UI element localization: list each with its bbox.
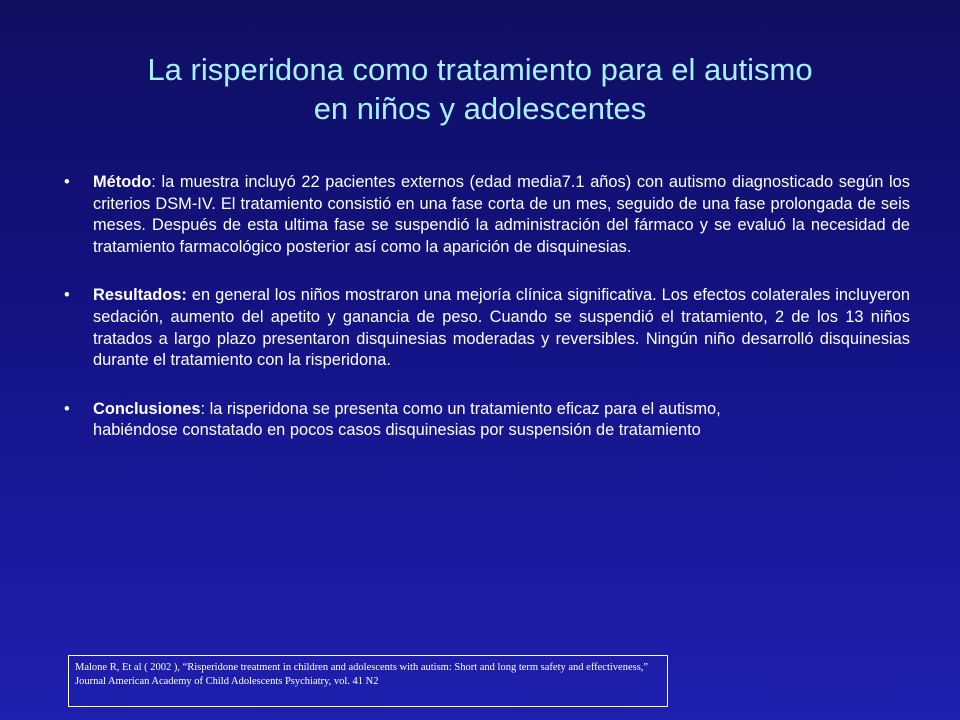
citation-box: Malone R, Et al ( 2002 ), “Risperidone treatment in children and adolescents with autism: Short and long term safety and effectiveness,” Journal American Academy of Child Adolescents Psychiatry, vol. 41 N2 xyxy=(68,655,668,707)
slide-title xyxy=(60,50,900,128)
bullet-text: : la risperidona se presenta como un tratamiento eficaz para el autismo, habiéndose constatado en pocos casos disquinesias por suspensión de tratamiento xyxy=(93,399,721,440)
bullet-text: en general los niños mostraron una mejoría clínica significativa. Los efectos colaterales incluyeron sedación, aumento del apetito y ganancia de peso. Cuando se suspendió el tratamiento, 2 de los 13 niños tratados a largo plazo presentaron disquinesias moderadas y reversibles. Ningún niño desarrolló disquinesias durante el tratamiento con la risperidona. xyxy=(93,286,910,370)
bullet-dot-icon: • xyxy=(64,399,70,418)
bullet-label: Método xyxy=(93,173,152,191)
bullet-metodo xyxy=(64,172,910,258)
bullet-text: : la muestra incluyó 22 pacientes externos (edad media7.1 años) con autismo diagnosticado según los criterios DSM-IV. El tratamiento consistió en una fase corta de un mes, seguido de una fase prolongada de seis meses. Después de esta ultima fase se suspendió la administración del fármaco y se evaluó la necesidad de tratamiento farmacológico posterior así como la aparición de disquinesias. xyxy=(93,173,910,256)
bullet-label: Resultados: xyxy=(93,286,187,305)
bullet-dot-icon: • xyxy=(64,173,70,191)
bullet-resultados xyxy=(64,285,910,371)
bullet-label: Conclusiones xyxy=(93,399,201,418)
bullet-dot-icon: • xyxy=(64,286,70,305)
bullet-list xyxy=(64,172,910,469)
bullet-conclusiones xyxy=(64,399,910,442)
slide-title-line-1: La risperidona como tratamiento para el autismo xyxy=(147,52,813,87)
slide-title-line-2: en niños y adolescentes xyxy=(313,91,647,126)
